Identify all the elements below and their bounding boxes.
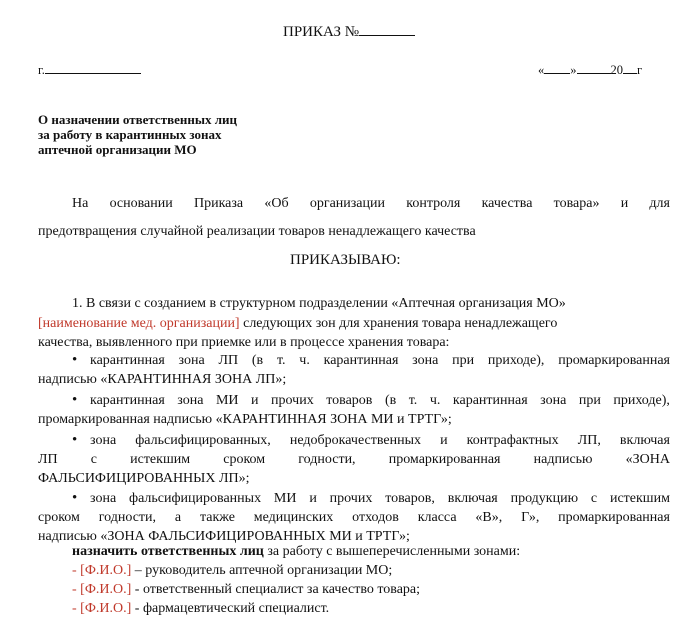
item1-line2 [38,316,557,332]
bullet-icon: • [72,392,78,408]
word: зона [177,393,204,408]
word: для [649,196,670,211]
word: т. [276,353,286,368]
word: с [590,491,598,506]
bullet-item [72,490,670,507]
list-dash: - [72,582,81,597]
word: МИ [215,393,239,408]
org-name-placeholder[interactable]: [наименование мед. организации] [38,316,240,331]
word: зона [90,491,117,506]
date-close-quote: » [570,63,577,77]
word: прочих [329,491,373,506]
fio-placeholder[interactable]: [Ф.И.О.] [80,601,132,616]
word: включая [619,433,670,448]
responsible-role: - ответственный специалист за качество товара; [131,582,421,597]
bullet-icon: • [72,490,78,506]
fio-placeholder[interactable]: [Ф.И.О.] [80,582,132,597]
word: и [620,196,629,211]
word: недоброкачественных [289,433,421,448]
word: продукцию [510,491,579,506]
word: годности, [98,510,157,525]
word: а [174,510,182,525]
subject-line: аптечной организации МО [38,142,197,157]
city-blank[interactable] [45,60,141,74]
word: На [72,196,89,211]
word: организации [309,196,385,211]
assign-line [72,544,520,560]
date-open-quote: « [538,63,545,77]
bullet-continuation [38,452,670,468]
word: зона [178,353,205,368]
word: основании [109,196,173,211]
subject-line: О назначении ответственных лиц [38,112,238,127]
word: истекшим [609,491,670,506]
bullet-item [72,432,670,449]
word: отходов [352,510,399,525]
assign-rest: за работу с вышеперечисленными зонами: [263,544,521,559]
month-blank[interactable] [577,60,611,74]
responsible-item [72,582,420,598]
item1-line1: 1. В связи с созданием в структурном подразделении «Аптечная организация МО» [72,296,566,311]
order-word: ПРИКАЗЫВАЮ: [290,252,401,268]
list-dash: - [72,601,81,616]
word: приходе), [487,353,545,368]
responsible-item [72,563,392,579]
word: (в [384,393,397,408]
city-row [38,60,141,78]
word: ч. [429,393,441,408]
word: прочих [271,393,314,408]
year-prefix: 20 [610,63,623,77]
word: товаров, [385,491,435,506]
word: также [199,510,235,525]
word: карантинная [323,353,399,368]
word: и [251,393,259,408]
subject-line: за работу в карантинных зонах [38,127,222,142]
word: класса [417,510,457,525]
word: «ЗОНА [625,452,670,467]
word: контроля [406,196,461,211]
assign-bold: назначить ответственных лиц [72,544,264,559]
bullet-continuation: ФАЛЬСИФИЦИРОВАННЫХ ЛП»; [38,471,250,486]
word: сроком [223,452,266,467]
bullet-continuation: надписью «КАРАНТИННАЯ ЗОНА ЛП»; [38,372,287,387]
word: МИ [273,491,297,506]
word: и [309,491,317,506]
word: Приказа [193,196,244,211]
word: и [440,433,448,448]
list-dash: - [72,563,81,578]
word: промаркированная [388,452,501,467]
word: фальсифицированных [129,491,262,506]
word: надписью [533,452,593,467]
item1-line3: качества, выявленного при приемке или в процессе хранения товара: [38,335,450,350]
responsible-role: – руководитель аптечной организации МО; [131,563,393,578]
word: (в [251,353,264,368]
city-prefix: г. [38,63,45,77]
word: зона [412,353,439,368]
bullet-icon: • [72,352,78,368]
year-suffix: г [637,63,643,77]
day-blank[interactable] [544,60,570,74]
word: истекшим [130,452,191,467]
document-title [283,22,415,41]
word: товара» [553,196,600,211]
word: зона [540,393,567,408]
responsible-item [72,601,329,617]
word: годности, [298,452,356,467]
word: карантинная [452,393,528,408]
word: карантинная [90,393,165,408]
word: Г», [521,510,540,525]
order-number-blank[interactable] [359,22,415,36]
order-subject [38,112,237,157]
word: ЛП [38,452,58,467]
item1-line2-rest: следующих зон для хранения товара ненадлежащего [239,316,558,331]
bullet-item [72,392,670,409]
word: «Об [264,196,289,211]
word: включая [447,491,498,506]
word: ЛП [218,353,239,368]
word: сроком [38,510,80,525]
responsible-role: - фармацевтический специалист. [131,601,330,616]
word: при [452,353,475,368]
fio-placeholder[interactable]: [Ф.И.О.] [80,563,132,578]
word: ч. [299,353,310,368]
bullet-continuation: надписью «ЗОНА ФАЛЬСИФИЦИРОВАННЫХ МИ и ТРТГ»; [38,529,410,544]
bullet-continuation: промаркированная надписью «КАРАНТИННАЯ ЗОНА МИ и ТРТГ»; [38,412,452,427]
year-blank[interactable] [623,60,637,74]
word: ЛП, [577,433,601,448]
word: контрафактных [466,433,559,448]
title-text: ПРИКАЗ № [283,24,360,40]
preamble-line-1 [72,196,670,212]
word: медицинских [253,510,334,525]
word: с [90,452,97,467]
preamble-line-2: предотвращения случайной реализации товаров ненадлежащего качества [38,224,476,239]
word: т. [408,393,418,408]
word: промаркированная [558,510,670,525]
word: фальсифицированных, [135,433,271,448]
bullet-continuation [38,510,670,526]
bullet-icon: • [72,432,78,448]
word: зона [90,433,117,448]
bullet-item [72,352,670,369]
date-row [538,60,642,78]
word: качества [481,196,533,211]
word: приходе), [613,393,670,408]
word: «В», [475,510,503,525]
word: при [578,393,601,408]
word: товаров [326,393,373,408]
word: карантинная [90,353,165,368]
word: промаркированная [558,353,670,368]
